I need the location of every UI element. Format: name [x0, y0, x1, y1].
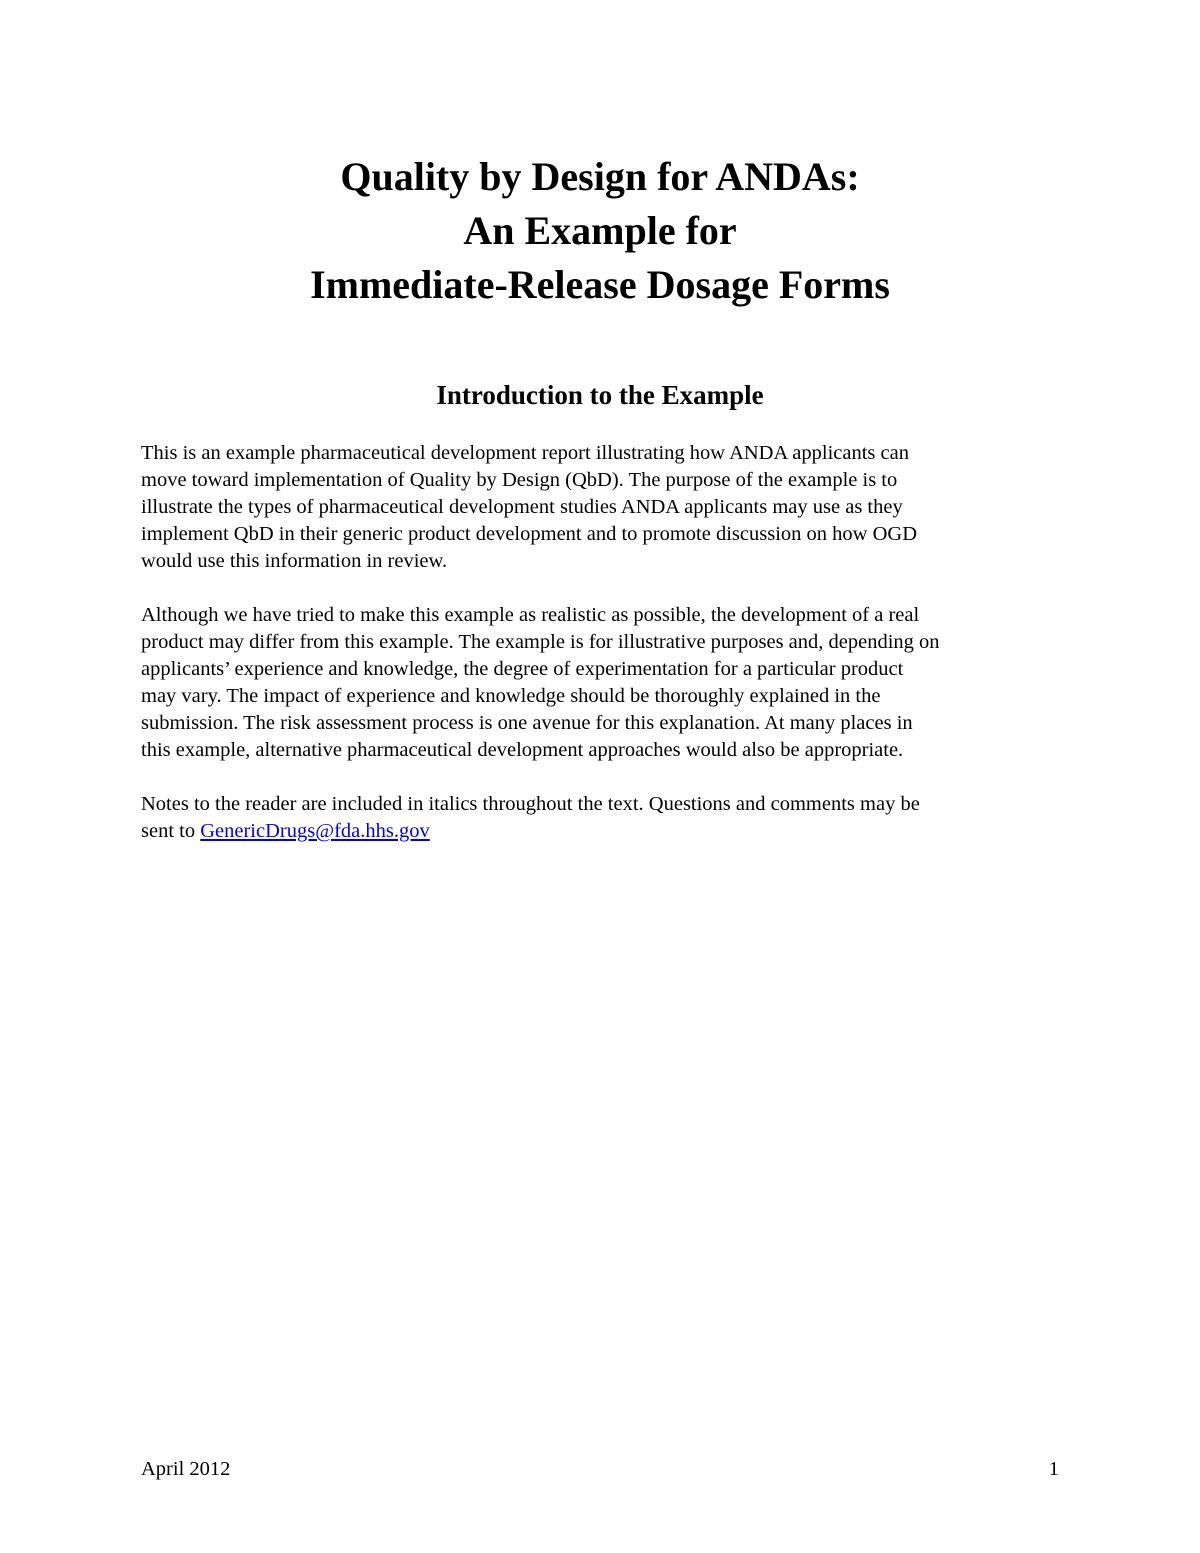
title-line-2: An Example for — [463, 208, 737, 253]
document-title — [0, 150, 1200, 312]
paragraph-disclaimer — [141, 602, 1066, 764]
paragraph-line: move toward implementation of Quality by Design (QbD). The purpose of the example is to — [141, 469, 898, 491]
paragraph-line: illustrate the types of pharmaceutical development studies ANDA applicants may use as they — [141, 496, 903, 518]
paragraph-line: applicants’ experience and knowledge, the degree of experimentation for a particular product — [141, 658, 904, 680]
paragraph-line: this example, alternative pharmaceutical development approaches would also be appropriate. — [141, 739, 904, 761]
paragraph-line: Although we have tried to make this example as realistic as possible, the development of a real — [141, 604, 920, 626]
paragraph-line: would use this information in review. — [141, 550, 448, 572]
email-link[interactable]: GenericDrugs@fda.hhs.gov — [200, 820, 430, 842]
paragraph-line: implement QbD in their generic product development and to promote discussion on how OGD — [141, 523, 917, 545]
paragraph-line: product may differ from this example. The example is for illustrative purposes and, depending on — [141, 631, 940, 653]
title-line-1: Quality by Design for ANDAs: — [340, 154, 860, 199]
paragraph-line: may vary. The impact of experience and knowledge should be thoroughly explained in the — [141, 685, 881, 707]
paragraph-line: Notes to the reader are included in italics throughout the text. Questions and comments may be — [141, 793, 920, 815]
paragraph-intro — [141, 440, 1066, 575]
paragraph-line: submission. The risk assessment process is one avenue for this explanation. At many places in — [141, 712, 913, 734]
contact-prefix: sent to — [141, 820, 201, 842]
paragraph-line-contact — [141, 818, 1066, 845]
paragraph-line: This is an example pharmaceutical development report illustrating how ANDA applicants can — [141, 442, 909, 464]
title-line-3: Immediate-Release Dosage Forms — [310, 262, 890, 307]
section-heading: Introduction to the Example — [436, 380, 764, 410]
footer-date: April 2012 — [141, 1458, 231, 1480]
page-number: 1 — [1048, 1458, 1059, 1480]
paragraph-notes — [141, 791, 1066, 845]
